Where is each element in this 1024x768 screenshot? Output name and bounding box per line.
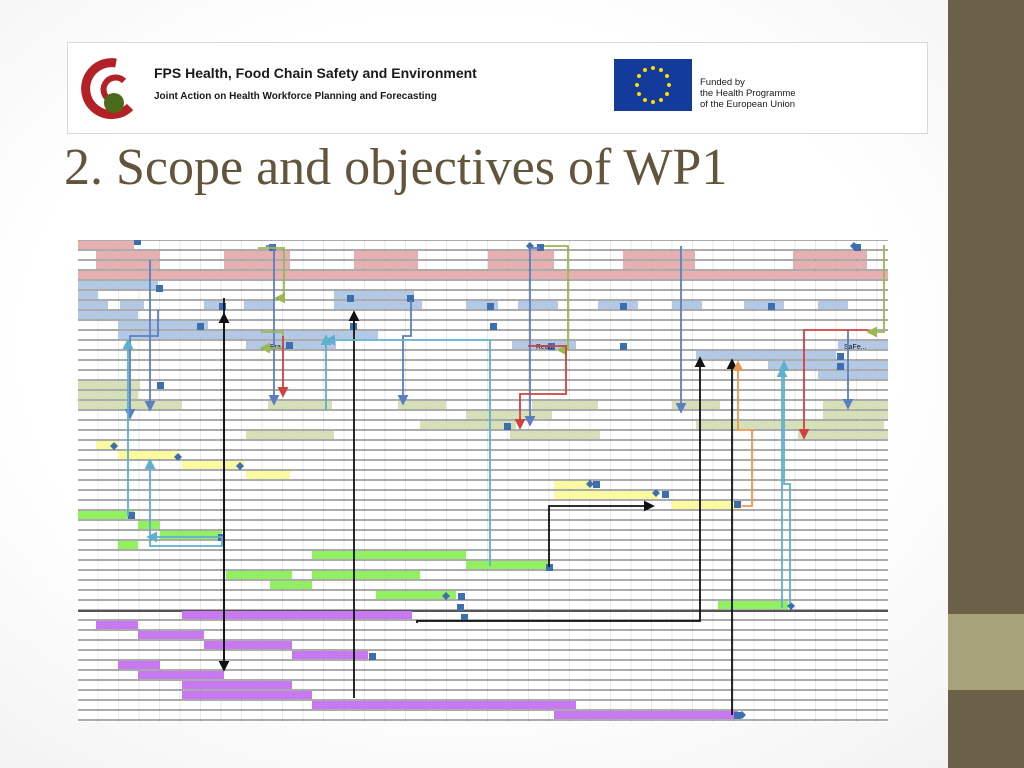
task-bar: [354, 261, 418, 269]
funding-line-1: Funded by: [700, 77, 745, 88]
task-bar: [334, 301, 398, 309]
milestone-marker: [286, 342, 293, 349]
task-bar: [744, 301, 784, 309]
task-bar: [78, 311, 138, 319]
task-bar: [78, 271, 888, 279]
task-bar: [623, 251, 695, 259]
milestone-marker: [156, 285, 163, 292]
funding-line-2: the Health Programme: [700, 88, 796, 99]
milestone-marker: [197, 323, 204, 330]
milestone-marker: [768, 303, 775, 310]
task-bar: [204, 641, 292, 649]
funding-line-3: of the European Union: [700, 99, 796, 110]
milestone-marker: [347, 295, 354, 302]
milestone-marker: [157, 382, 164, 389]
task-bar: [398, 401, 446, 409]
task-bar: [118, 661, 160, 669]
milestone-marker: [369, 653, 376, 660]
milestone-marker: [134, 240, 141, 245]
task-bar: [488, 261, 554, 269]
milestone-marker: [734, 501, 741, 508]
task-bar: [466, 411, 552, 419]
milestone-marker: [620, 303, 627, 310]
task-bar: [78, 241, 134, 249]
task-bar: [246, 471, 290, 479]
task-bar: [118, 541, 138, 549]
task-bar: [623, 261, 695, 269]
organisation-subtitle: Joint Action on Health Workforce Planning and Forecasting: [154, 91, 437, 102]
milestone-marker: [490, 323, 497, 330]
task-bar: [312, 551, 466, 559]
task-bar: [96, 621, 138, 629]
task-bar: [118, 321, 208, 329]
task-bar: [138, 521, 160, 529]
task-bar: [226, 571, 292, 579]
task-bar: [466, 561, 550, 569]
task-bar: [78, 301, 108, 309]
task-bar: [598, 301, 638, 309]
milestone-marker: [504, 423, 511, 430]
task-bar: [696, 421, 884, 429]
milestone-marker: [461, 614, 468, 621]
task-bar: [793, 261, 867, 269]
task-bar: [246, 431, 334, 439]
task-bar: [696, 351, 836, 359]
task-bar: [823, 401, 888, 409]
task-bar: [78, 391, 138, 399]
organisation-title: FPS Health, Food Chain Safety and Environment: [154, 65, 477, 81]
funding-notice: [700, 77, 796, 110]
task-bar: [244, 301, 274, 309]
header-banner: [67, 42, 928, 134]
milestone-marker: [458, 593, 465, 600]
milestone-marker: [662, 491, 669, 498]
fps-logo: [72, 51, 142, 125]
milestone-marker: [457, 604, 464, 611]
task-bar: [398, 301, 422, 309]
task-bar: [96, 251, 160, 259]
bar-label: Bra...: [270, 344, 287, 351]
gantt-chart: [78, 240, 888, 722]
task-bar: [182, 691, 312, 699]
task-bar: [224, 261, 290, 269]
task-bar: [182, 611, 412, 619]
task-bar: [182, 461, 244, 469]
task-bar: [78, 511, 134, 519]
task-bar: [334, 291, 414, 299]
task-bar: [354, 251, 418, 259]
task-bar: [818, 371, 888, 379]
task-bar: [78, 281, 158, 289]
task-bar: [292, 651, 368, 659]
task-bar: [118, 331, 378, 339]
task-bar: [420, 421, 516, 429]
task-bar: [718, 601, 788, 609]
task-bar: [120, 301, 144, 309]
milestone-marker: [837, 353, 844, 360]
task-bar: [532, 401, 598, 409]
eu-flag-icon: [614, 59, 692, 111]
task-bar: [312, 571, 420, 579]
task-bar: [672, 301, 702, 309]
slide-title: 2. Scope and objectives of WP1: [64, 139, 728, 196]
task-bar: [268, 401, 332, 409]
milestone-marker: [128, 512, 135, 519]
bar-label: SaFe...: [844, 344, 867, 351]
task-bar: [798, 431, 888, 439]
task-bar: [224, 251, 290, 259]
milestone-marker: [219, 303, 226, 310]
task-bar: [518, 301, 558, 309]
milestone-marker: [837, 363, 844, 370]
task-bar: [270, 581, 312, 589]
task-bar: [554, 711, 738, 719]
task-bar: [138, 631, 204, 639]
task-bar: [554, 491, 658, 499]
task-bar: [138, 671, 224, 679]
task-bar: [768, 361, 888, 369]
side-accent-block: [948, 614, 1024, 690]
task-bar: [823, 411, 888, 419]
milestone-marker: [487, 303, 494, 310]
milestone-marker: [593, 481, 600, 488]
task-bar: [488, 251, 554, 259]
task-bar: [118, 451, 178, 459]
task-bar: [182, 681, 292, 689]
task-bar: [78, 291, 98, 299]
task-bar: [793, 251, 867, 259]
milestone-marker: [620, 343, 627, 350]
task-bar: [672, 401, 720, 409]
bar-label: Rea...: [536, 344, 555, 351]
task-bar: [312, 701, 576, 709]
task-bar: [818, 301, 848, 309]
task-bar: [510, 431, 600, 439]
